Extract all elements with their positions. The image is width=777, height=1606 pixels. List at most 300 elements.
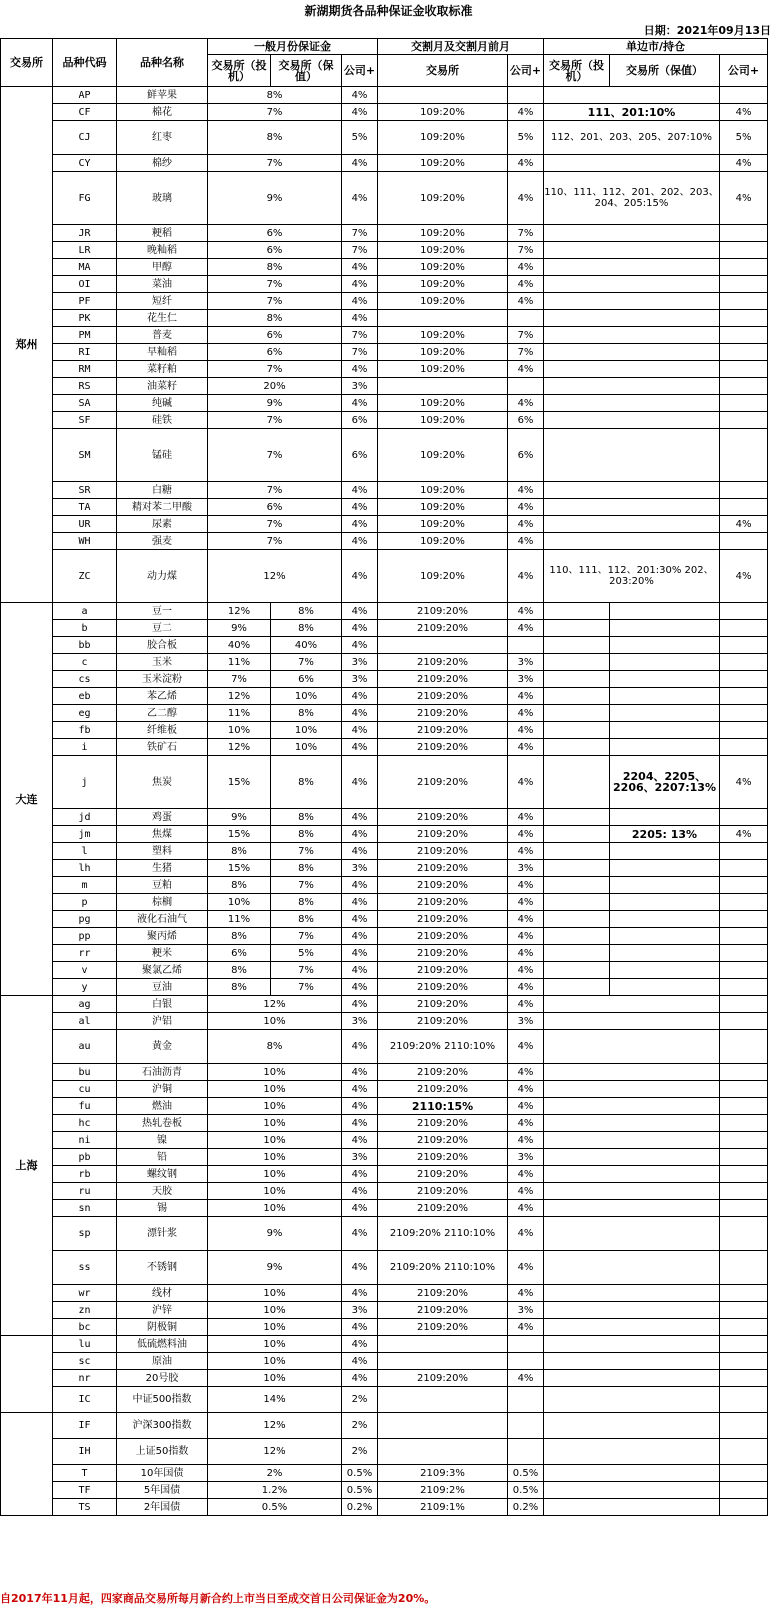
delivery-cell: 2109:20% [378, 894, 508, 911]
single-margin-cell [544, 310, 720, 327]
single-margin-cell [544, 1183, 720, 1200]
table-row [1, 705, 768, 722]
gen-hedge-cell: 8% [271, 826, 342, 843]
single-margin-cell [544, 378, 720, 395]
gen-company-cell: 4% [342, 688, 378, 705]
gen-margin-cell: 12% [208, 1439, 342, 1465]
single-company-cell [720, 1081, 768, 1098]
delivery-company-cell: 4% [508, 1166, 544, 1183]
gen-spec-cell: 9% [208, 809, 271, 826]
single-margin-cell [544, 1217, 720, 1251]
delivery-cell: 2109:20% [378, 860, 508, 877]
delivery-cell: 2109:20% [378, 705, 508, 722]
gen-hedge-cell: 7% [271, 877, 342, 894]
table-row [1, 1217, 768, 1251]
delivery-company-cell: 4% [508, 533, 544, 550]
single-margin-cell [544, 1387, 720, 1413]
name-cell: 胶合板 [117, 637, 208, 654]
single-company-cell [720, 1413, 768, 1439]
name-cell: 线材 [117, 1285, 208, 1302]
delivery-cell: 2109:20% [378, 654, 508, 671]
name-cell: 晚籼稻 [117, 242, 208, 259]
code-cell: au [53, 1030, 117, 1064]
code-cell: v [53, 962, 117, 979]
gen-company-cell: 2% [342, 1387, 378, 1413]
code-cell: eb [53, 688, 117, 705]
delivery-cell: 2109:20% [378, 1115, 508, 1132]
single-margin-cell [544, 412, 720, 429]
code-cell: fb [53, 722, 117, 739]
delivery-company-cell [508, 1336, 544, 1353]
delivery-cell: 2109:20% [378, 1183, 508, 1200]
single-company-cell [720, 225, 768, 242]
name-cell: 纤维板 [117, 722, 208, 739]
name-cell: 沪铝 [117, 1013, 208, 1030]
table-row [1, 429, 768, 482]
table-row [1, 928, 768, 945]
name-cell: 乙二醇 [117, 705, 208, 722]
delivery-cell: 109:20% [378, 516, 508, 533]
code-cell: ss [53, 1251, 117, 1285]
single-company-cell: 4% [720, 826, 768, 843]
delivery-cell: 2109:20% [378, 1319, 508, 1336]
exchange-cell [1, 1413, 53, 1516]
name-cell: 鲜苹果 [117, 87, 208, 104]
gen-company-cell: 3% [342, 654, 378, 671]
name-cell: 铅 [117, 1149, 208, 1166]
exchange-cell: 大连 [1, 603, 53, 996]
delivery-company-cell: 4% [508, 1285, 544, 1302]
single-margin-cell [544, 293, 720, 310]
single-spec-cell [544, 928, 610, 945]
single-company-cell [720, 1465, 768, 1482]
delivery-cell: 2109:20% [378, 722, 508, 739]
single-hedge-cell [610, 911, 720, 928]
delivery-cell: 2109:20% [378, 996, 508, 1013]
gen-spec-cell: 12% [208, 739, 271, 756]
name-cell: 不锈钢 [117, 1251, 208, 1285]
name-cell: 菜籽粕 [117, 361, 208, 378]
code-cell: TF [53, 1482, 117, 1499]
gen-hedge-cell: 7% [271, 843, 342, 860]
single-margin-cell [544, 1302, 720, 1319]
name-cell: 燃油 [117, 1098, 208, 1115]
delivery-company-cell: 4% [508, 482, 544, 499]
table-row [1, 1183, 768, 1200]
delivery-company-cell: 4% [508, 603, 544, 620]
delivery-cell [378, 1353, 508, 1370]
delivery-cell [378, 637, 508, 654]
gen-company-cell: 4% [342, 979, 378, 996]
gen-company-cell: 4% [342, 705, 378, 722]
single-company-cell [720, 603, 768, 620]
delivery-cell: 2109:20% [378, 962, 508, 979]
delivery-cell: 2109:20% 2110:10% [378, 1030, 508, 1064]
name-cell: 低硫燃料油 [117, 1336, 208, 1353]
delivery-cell: 2109:20% [378, 739, 508, 756]
delivery-cell: 2109:20% 2110:10% [378, 1251, 508, 1285]
gen-company-cell: 4% [342, 1353, 378, 1370]
single-margin-cell: 110、111、112、201、202、203、204、205:15% [544, 172, 720, 225]
single-company-cell [720, 620, 768, 637]
delivery-company-cell: 3% [508, 671, 544, 688]
single-company-cell [720, 1439, 768, 1465]
gen-company-cell: 4% [342, 1166, 378, 1183]
delivery-cell: 109:20% [378, 361, 508, 378]
single-company-cell [720, 276, 768, 293]
delivery-cell: 109:20% [378, 172, 508, 225]
delivery-company-cell [508, 310, 544, 327]
delivery-cell: 2109:20% [378, 603, 508, 620]
gen-spec-cell: 12% [208, 688, 271, 705]
code-cell: p [53, 894, 117, 911]
gen-company-cell: 4% [342, 482, 378, 499]
single-company-cell [720, 1166, 768, 1183]
table-row [1, 722, 768, 739]
delivery-cell: 2109:20% [378, 1149, 508, 1166]
gen-company-cell: 6% [342, 429, 378, 482]
name-cell: 花生仁 [117, 310, 208, 327]
delivery-cell: 109:20% [378, 550, 508, 603]
name-cell: 阴极铜 [117, 1319, 208, 1336]
header-delivery-company: 公司+ [508, 55, 544, 87]
delivery-cell: 109:20% [378, 293, 508, 310]
table-row [1, 1132, 768, 1149]
single-hedge-cell [610, 979, 720, 996]
single-company-cell [720, 1030, 768, 1064]
name-cell: 2年国债 [117, 1499, 208, 1516]
gen-margin-cell: 7% [208, 276, 342, 293]
delivery-cell: 2109:20% [378, 1166, 508, 1183]
single-spec-cell [544, 911, 610, 928]
delivery-company-cell: 4% [508, 1030, 544, 1064]
gen-hedge-cell: 8% [271, 603, 342, 620]
delivery-company-cell: 5% [508, 121, 544, 155]
delivery-cell: 2109:20% [378, 688, 508, 705]
single-hedge-cell [610, 843, 720, 860]
table-row [1, 225, 768, 242]
single-spec-cell [544, 739, 610, 756]
code-cell: RI [53, 344, 117, 361]
delivery-cell: 2109:3% [378, 1465, 508, 1482]
table-row [1, 1499, 768, 1516]
single-company-cell: 5% [720, 121, 768, 155]
table-row [1, 1166, 768, 1183]
single-margin-cell [544, 1132, 720, 1149]
single-margin-cell [544, 225, 720, 242]
code-cell: nr [53, 1370, 117, 1387]
delivery-cell: 2109:20% [378, 671, 508, 688]
gen-company-cell: 4% [342, 172, 378, 225]
gen-company-cell: 4% [342, 1081, 378, 1098]
gen-spec-cell: 10% [208, 894, 271, 911]
gen-margin-cell: 9% [208, 1217, 342, 1251]
name-cell: 天胶 [117, 1183, 208, 1200]
gen-company-cell: 4% [342, 1217, 378, 1251]
exchange-cell: 郑州 [1, 87, 53, 603]
name-cell: 铁矿石 [117, 739, 208, 756]
name-cell: 红枣 [117, 121, 208, 155]
single-company-cell [720, 259, 768, 276]
gen-hedge-cell: 7% [271, 928, 342, 945]
single-company-cell [720, 809, 768, 826]
delivery-company-cell: 6% [508, 412, 544, 429]
table-row [1, 1353, 768, 1370]
code-cell: CF [53, 104, 117, 121]
table-row [1, 1370, 768, 1387]
gen-margin-cell: 10% [208, 1319, 342, 1336]
single-margin-cell [544, 1370, 720, 1387]
gen-margin-cell: 7% [208, 293, 342, 310]
gen-company-cell: 4% [342, 894, 378, 911]
single-company-cell [720, 1149, 768, 1166]
gen-company-cell: 4% [342, 1132, 378, 1149]
table-row [1, 809, 768, 826]
single-company-cell [720, 962, 768, 979]
single-company-cell [720, 637, 768, 654]
delivery-company-cell: 4% [508, 722, 544, 739]
gen-margin-cell: 10% [208, 1149, 342, 1166]
single-hedge-cell [610, 671, 720, 688]
table-row [1, 1482, 768, 1499]
delivery-cell: 2109:2% [378, 1482, 508, 1499]
single-company-cell [720, 533, 768, 550]
gen-margin-cell: 8% [208, 87, 342, 104]
delivery-company-cell: 4% [508, 516, 544, 533]
gen-margin-cell: 14% [208, 1387, 342, 1413]
gen-hedge-cell: 8% [271, 860, 342, 877]
gen-company-cell: 4% [342, 1200, 378, 1217]
single-company-cell [720, 688, 768, 705]
table-row [1, 310, 768, 327]
delivery-company-cell [508, 1387, 544, 1413]
gen-margin-cell: 7% [208, 412, 342, 429]
gen-margin-cell: 7% [208, 533, 342, 550]
single-margin-cell [544, 395, 720, 412]
single-spec-cell [544, 722, 610, 739]
name-cell: 粳米 [117, 945, 208, 962]
table-row [1, 1251, 768, 1285]
gen-company-cell: 4% [342, 843, 378, 860]
code-cell: l [53, 843, 117, 860]
table-row [1, 1098, 768, 1115]
name-cell: 粳稻 [117, 225, 208, 242]
single-spec-cell [544, 979, 610, 996]
name-cell: 原油 [117, 1353, 208, 1370]
name-cell: 漂针浆 [117, 1217, 208, 1251]
single-spec-cell [544, 877, 610, 894]
delivery-cell [378, 1413, 508, 1439]
single-margin-cell [544, 276, 720, 293]
name-cell: 普麦 [117, 327, 208, 344]
single-company-cell [720, 1013, 768, 1030]
code-cell: CJ [53, 121, 117, 155]
single-margin-cell [544, 1413, 720, 1439]
code-cell: OI [53, 276, 117, 293]
single-margin-cell [544, 327, 720, 344]
delivery-cell [378, 87, 508, 104]
delivery-cell: 2109:20% [378, 1132, 508, 1149]
gen-margin-cell: 7% [208, 361, 342, 378]
table-row [1, 637, 768, 654]
gen-spec-cell: 15% [208, 756, 271, 809]
gen-company-cell: 3% [342, 1013, 378, 1030]
delivery-company-cell: 3% [508, 860, 544, 877]
name-cell: 锰硅 [117, 429, 208, 482]
single-spec-cell [544, 756, 610, 809]
code-cell: eg [53, 705, 117, 722]
table-row [1, 688, 768, 705]
code-cell: sp [53, 1217, 117, 1251]
delivery-company-cell: 4% [508, 877, 544, 894]
code-cell: i [53, 739, 117, 756]
single-company-cell [720, 671, 768, 688]
delivery-company-cell: 4% [508, 739, 544, 756]
gen-margin-cell: 10% [208, 1370, 342, 1387]
single-company-cell [720, 1499, 768, 1516]
gen-margin-cell: 10% [208, 1166, 342, 1183]
single-hedge-cell [610, 962, 720, 979]
table-row [1, 620, 768, 637]
single-hedge-cell [610, 860, 720, 877]
name-cell: 精对苯二甲酸 [117, 499, 208, 516]
delivery-company-cell: 0.2% [508, 1499, 544, 1516]
delivery-company-cell: 4% [508, 911, 544, 928]
gen-company-cell: 7% [342, 242, 378, 259]
table-row [1, 1200, 768, 1217]
single-spec-cell [544, 843, 610, 860]
delivery-company-cell: 4% [508, 293, 544, 310]
delivery-company-cell: 4% [508, 705, 544, 722]
gen-hedge-cell: 8% [271, 620, 342, 637]
single-company-cell [720, 242, 768, 259]
header-company: 公司+ [342, 55, 378, 87]
header-ex-hedge: 交易所（保值） [271, 55, 342, 87]
gen-company-cell: 3% [342, 1302, 378, 1319]
single-spec-cell [544, 603, 610, 620]
code-cell: ag [53, 996, 117, 1013]
single-company-cell [720, 1132, 768, 1149]
code-cell: RM [53, 361, 117, 378]
single-spec-cell [544, 860, 610, 877]
gen-margin-cell: 10% [208, 1013, 342, 1030]
code-cell: bu [53, 1064, 117, 1081]
gen-company-cell: 4% [342, 499, 378, 516]
gen-spec-cell: 15% [208, 826, 271, 843]
table-row [1, 1465, 768, 1482]
delivery-company-cell: 4% [508, 826, 544, 843]
single-company-cell: 4% [720, 104, 768, 121]
gen-hedge-cell: 10% [271, 688, 342, 705]
single-company-cell [720, 722, 768, 739]
single-spec-cell [544, 962, 610, 979]
gen-margin-cell: 6% [208, 499, 342, 516]
delivery-cell: 2109:20% [378, 979, 508, 996]
table-row [1, 1319, 768, 1336]
single-company-cell [720, 894, 768, 911]
gen-hedge-cell: 5% [271, 945, 342, 962]
gen-margin-cell: 10% [208, 1200, 342, 1217]
gen-company-cell: 4% [342, 756, 378, 809]
gen-company-cell: 0.5% [342, 1482, 378, 1499]
table-row [1, 499, 768, 516]
single-company-cell [720, 293, 768, 310]
gen-company-cell: 3% [342, 378, 378, 395]
delivery-cell: 2109:20% [378, 1081, 508, 1098]
single-company-cell [720, 429, 768, 482]
table-row [1, 654, 768, 671]
gen-spec-cell: 12% [208, 603, 271, 620]
exchange-cell [1, 1336, 53, 1413]
delivery-cell [378, 1387, 508, 1413]
code-cell: T [53, 1465, 117, 1482]
gen-company-cell: 3% [342, 671, 378, 688]
delivery-cell: 2109:20% [378, 1200, 508, 1217]
single-margin-cell [544, 1465, 720, 1482]
delivery-company-cell: 3% [508, 1149, 544, 1166]
gen-spec-cell: 7% [208, 671, 271, 688]
delivery-company-cell: 4% [508, 809, 544, 826]
single-company-cell [720, 979, 768, 996]
delivery-cell: 2109:20% [378, 1064, 508, 1081]
table-row [1, 87, 768, 104]
delivery-company-cell: 3% [508, 1302, 544, 1319]
single-spec-cell [544, 705, 610, 722]
header-name: 品种名称 [117, 39, 208, 87]
code-cell: jm [53, 826, 117, 843]
table-row [1, 293, 768, 310]
single-spec-cell [544, 826, 610, 843]
delivery-company-cell: 4% [508, 172, 544, 225]
single-spec-cell [544, 894, 610, 911]
single-company-cell [720, 1370, 768, 1387]
code-cell: JR [53, 225, 117, 242]
delivery-company-cell: 4% [508, 1200, 544, 1217]
gen-spec-cell: 8% [208, 979, 271, 996]
delivery-cell: 2109:20% [378, 1302, 508, 1319]
table-row [1, 121, 768, 155]
single-margin-cell [544, 533, 720, 550]
gen-hedge-cell: 8% [271, 894, 342, 911]
delivery-company-cell: 0.5% [508, 1482, 544, 1499]
table-row [1, 894, 768, 911]
table-row [1, 361, 768, 378]
single-margin-cell [544, 1013, 720, 1030]
name-cell: 菜油 [117, 276, 208, 293]
gen-company-cell: 4% [342, 550, 378, 603]
name-cell: 硅铁 [117, 412, 208, 429]
code-cell: IH [53, 1439, 117, 1465]
gen-company-cell: 0.2% [342, 1499, 378, 1516]
single-margin-cell [544, 1200, 720, 1217]
single-margin-cell [544, 499, 720, 516]
gen-company-cell: 4% [342, 1336, 378, 1353]
single-hedge-cell: 2205: 13% [610, 826, 720, 843]
delivery-company-cell [508, 1439, 544, 1465]
table-row [1, 327, 768, 344]
delivery-company-cell: 4% [508, 1115, 544, 1132]
delivery-cell: 2109:20% [378, 1013, 508, 1030]
code-cell: IF [53, 1413, 117, 1439]
name-cell: 强麦 [117, 533, 208, 550]
single-hedge-cell [610, 809, 720, 826]
gen-spec-cell: 8% [208, 928, 271, 945]
gen-margin-cell: 9% [208, 395, 342, 412]
gen-hedge-cell: 7% [271, 962, 342, 979]
single-company-cell: 4% [720, 516, 768, 533]
name-cell: 塑料 [117, 843, 208, 860]
table-row [1, 671, 768, 688]
